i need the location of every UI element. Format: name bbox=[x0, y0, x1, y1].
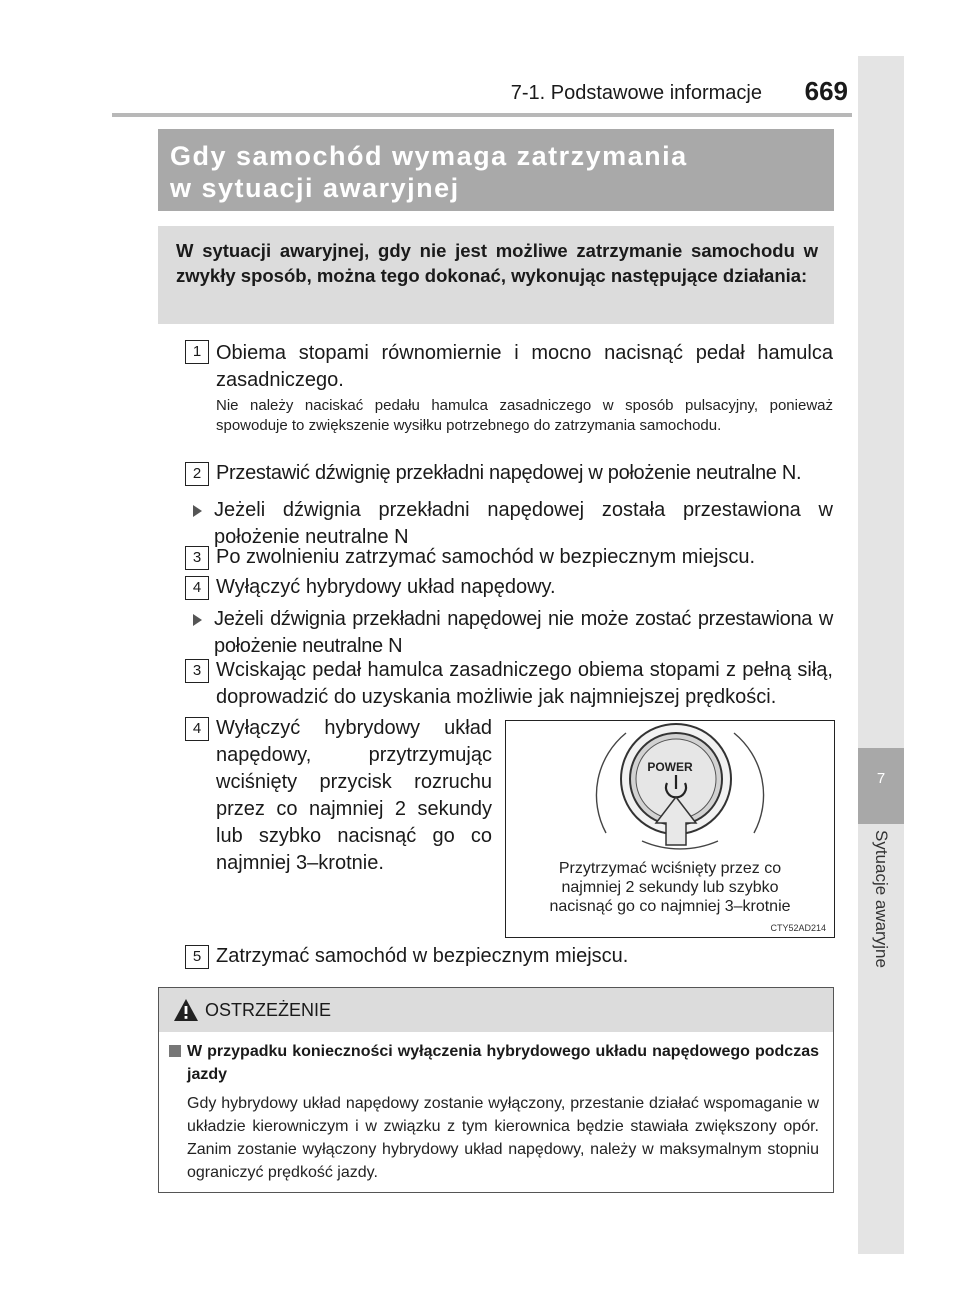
figure-caption-line-1: Przytrzymać wciśnięty przez co bbox=[558, 860, 782, 877]
step-2-text: Przestawić dźwignię przekładni napędowej w położenie neutralne N. bbox=[216, 462, 802, 484]
side-tab-bar bbox=[858, 56, 904, 1254]
side-tab-chapter-title bbox=[858, 830, 904, 1030]
figure-caption-line-3: nacisnąć go co najmniej 3–krotnie bbox=[549, 898, 791, 915]
step-4b-text: Wyłączyć hybrydowy układ napędowy, przytrzymując wciśnięty przycisk rozruchu przez co najmniej 2 sekundy lub szybko nacisnąć go co najmniej 3–krotnie. bbox=[216, 717, 492, 874]
power-button-illustration bbox=[506, 721, 833, 856]
section-title-line-1: Gdy samochód wymaga zatrzymania bbox=[170, 141, 688, 171]
section-title-box bbox=[158, 129, 834, 211]
step-number-2: 2 bbox=[185, 462, 209, 486]
step-4-text: Wyłączyć hybrydowy układ napędowy. bbox=[216, 576, 556, 598]
case-2-text: Jeżeli dźwignia przekładni napędowej nie może zostać przestawiona w położenie neutralne N bbox=[214, 608, 833, 657]
section-title-line-2: w sytuacji awaryjnej bbox=[170, 173, 460, 203]
step-3-text: Po zwolnieniu zatrzymać samochód w bezpiecznym miejscu. bbox=[216, 546, 756, 568]
intro-box bbox=[158, 226, 834, 324]
warning-subtitle: W przypadku konieczności wyłączenia hybrydowego układu napędowego podczas jazdy bbox=[187, 1043, 819, 1083]
step-1-text: Obiema stopami równomiernie i mocno nacisnąć pedał hamulca zasadniczego. bbox=[216, 342, 833, 391]
figure-caption bbox=[506, 859, 834, 916]
bullet-square-icon bbox=[169, 1045, 181, 1057]
step-number-4: 4 bbox=[185, 576, 209, 600]
warning-header bbox=[159, 988, 833, 1032]
case-1-text: Jeżeli dźwignia przekładni napędowej została przestawiona w położenie neutralne N bbox=[214, 499, 833, 548]
figure-code: CTY52AD214 bbox=[770, 923, 826, 933]
figure-caption-line-2: najmniej 2 sekundy lub szybko bbox=[561, 879, 779, 896]
page-number: 669 bbox=[804, 76, 848, 106]
case-arrow-icon bbox=[193, 505, 202, 517]
step-number-3b: 3 bbox=[185, 659, 209, 683]
step-number-4b: 4 bbox=[185, 717, 209, 741]
warning-body: Gdy hybrydowy układ napędowy zostanie wyłączony, przestanie działać wspomaganie w układzie kierowniczym i w związku z tym kierownica będzie stawiała zwiększony opór. Zanim zostanie wyłączony hybrydowy układ napędowy, należy w maksymalnym stopniu ograniczyć prędkość jazdy. bbox=[187, 1095, 819, 1181]
section-title bbox=[170, 140, 826, 204]
side-tab-chapter-title-text: Sytuacje awaryjne bbox=[872, 830, 891, 968]
step-number-5: 5 bbox=[185, 945, 209, 969]
step-1-note: Nie należy naciskać pedału hamulca zasadniczego w sposób pulsacyjny, ponieważ spowoduje to zwiększenie wysiłku potrzebnego do zatrzymania samochodu. bbox=[216, 397, 833, 434]
step-3b-text: Wciskając pedał hamulca zasadniczego obiema stopami z pełną siłą, doprowadzić do uzyskania możliwie jak najmniejszej prędkości. bbox=[216, 659, 833, 708]
warning-box bbox=[158, 987, 834, 1193]
header-divider bbox=[112, 113, 852, 117]
section-heading: 7-1. Podstawowe informacje bbox=[510, 82, 762, 104]
side-tab-chapter-number: 7 bbox=[876, 770, 886, 787]
step-5-text: Zatrzymać samochód w bezpiecznym miejscu. bbox=[216, 945, 629, 967]
power-button-figure bbox=[505, 720, 835, 938]
step-number-3: 3 bbox=[185, 546, 209, 570]
warning-triangle-icon bbox=[173, 998, 199, 1022]
case-arrow-icon bbox=[193, 614, 202, 626]
step-number-1: 1 bbox=[185, 340, 209, 364]
warning-title: OSTRZEŻENIE bbox=[205, 1000, 332, 1020]
intro-text: W sytuacji awaryjnej, gdy nie jest możliwe zatrzymanie samochodu w zwykły sposób, można tego dokonać, wykonując następujące działania: bbox=[176, 240, 818, 286]
power-button-label: POWER bbox=[647, 760, 693, 774]
